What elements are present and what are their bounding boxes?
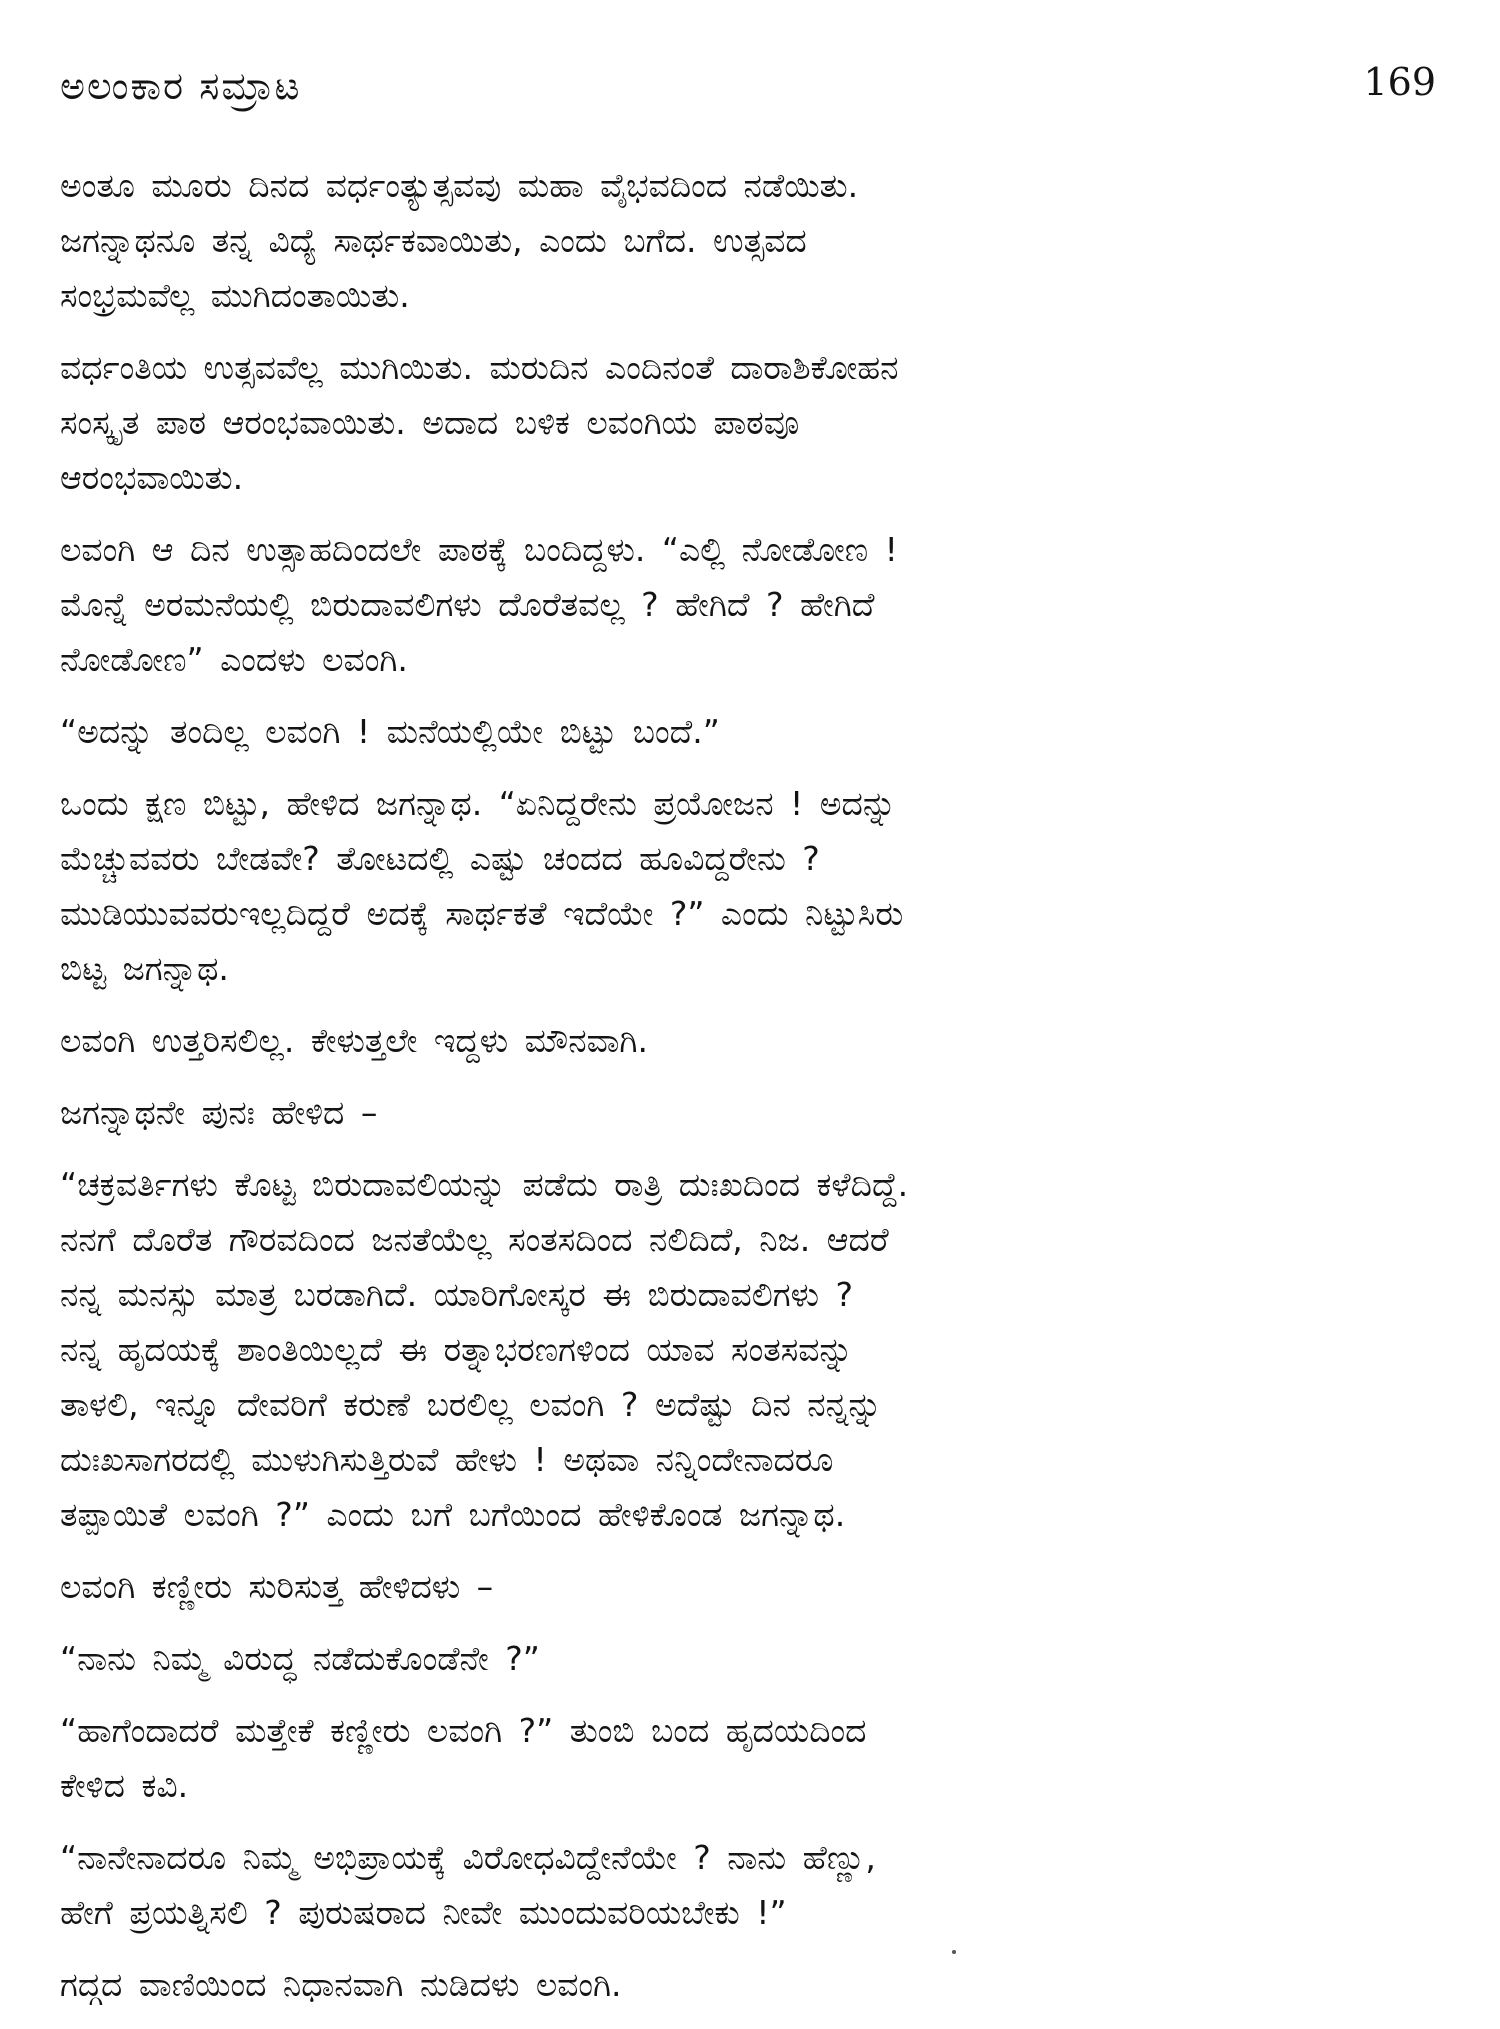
text-line: ತಾಳಲಿ, ಇನ್ನೂ ದೇವರಿಗೆ ಕರುಣೆ ಬರಲಿಲ್ಲ ಲವಂಗಿ ? ಅದೆಷ್ಟು ದಿನ ನನ್ನನ್ನು [60,1385,882,1424]
paragraph [60,1631,1440,1686]
text-line: ಲವಂಗಿ ಕಣ್ಣೀರು ಸುರಿಸುತ್ತ ಹೇಳಿದಳು – [60,1567,494,1606]
text-line: ಗದ್ಗದ ವಾಣಿಯಿಂದ ನಿಧಾನವಾಗಿ ನುಡಿದಳು ಲವಂಗಿ. [60,1965,622,2004]
text-line: ಆರಂಭವಾಯಿತು. [60,458,244,497]
text-line: “ಹಾಗೆಂದಾದರೆ ಮತ್ತೇಕೆ ಕಣ್ಣೀರು ಲವಂಗಿ ?” ತುಂಬಿ ಬಂದ ಹೃದಯದಿಂದ [60,1711,867,1750]
paragraph [60,1957,1440,2012]
body-text [60,158,1440,2029]
paragraph [60,1830,1440,1940]
text-line: ಕೇಳಿದ ಕವಿ. [60,1766,189,1805]
text-line: “ನಾನು ನಿಮ್ಮ ವಿರುದ್ಧ ನಡೆದುಕೊಂಡೆನೇ ?” [60,1639,540,1678]
text-line: ಲವಂಗಿ ಉತ್ತರಿಸಲಿಲ್ಲ. ಕೇಳುತ್ತಲೇ ಇದ್ದಳು ಮೌನವಾಗಿ. [60,1021,648,1060]
text-line: ಸಂಭ್ರಮವೆಲ್ಲ ಮುಗಿದಂತಾಯಿತು. [60,276,410,315]
paragraph [60,1559,1440,1614]
text-line: ಮೆಚ್ಚುವವರು ಬೇಡವೇ? ತೋಟದಲ್ಲಿ ಎಷ್ಟು ಚಂದದ ಹೂವಿದ್ದರೇನು ? [60,839,820,878]
text-line: ಹೇಗೆ ಪ್ರಯತ್ನಿಸಲಿ ? ಪುರುಷರಾದ ನೀವೇ ಮುಂದುವರಿಯಬೇಕು !” [60,1893,787,1932]
text-line: ಸಂಸ್ಕೃತ ಪಾಠ ಆರಂಭವಾಯಿತು. ಅದಾದ ಬಳಿಕ ಲವಂಗಿಯ ಪಾಠವೂ [60,403,800,442]
paragraph [60,340,1440,505]
text-line: ಮೊನ್ನೆ ಅರಮನೆಯಲ್ಲಿ ಬಿರುದಾವಲಿಗಳು ದೊರೆತವಲ್ಲ ? ಹೇಗಿದೆ ? ಹೇಗಿದೆ [60,585,875,624]
text-line: “ನಾನೇನಾದರೂ ನಿಮ್ಮ ಅಭಿಪ್ರಾಯಕ್ಕೆ ವಿರೋಧವಿದ್ದೇನೆಯೇ ? ನಾನು ಹೆಣ್ಣು, [60,1838,876,1877]
text-line: ಅಂತೂ ಮೂರು ದಿನದ ವರ್ಧಂತ್ಯುತ್ಸವವು ಮಹಾ ವೈಭವದಿಂದ ನಡೆಯಿತು. [60,166,859,205]
paragraph [60,776,1440,996]
text-line: ಜಗನ್ನಾಥನೂ ತನ್ನ ವಿದ್ಯೆ ಸಾರ್ಥಕವಾಯಿತು, ಎಂದು ಬಗೆದ. ಉತ್ಸವದ [60,221,807,260]
text-line: ಒಂದು ಕ್ಷಣ ಬಿಟ್ಟು, ಹೇಳಿದ ಜಗನ್ನಾಥ. “ಏನಿದ್ದರೇನು ಪ್ರಯೋಜನ ! ಅದನ್ನು [60,784,897,823]
text-line: ನನ್ನ ಮನಸ್ಸು ಮಾತ್ರ ಬರಡಾಗಿದೆ. ಯಾರಿಗೋಸ್ಕರ ಈ ಬಿರುದಾವಲಿಗಳು ? [60,1275,854,1314]
paragraph [60,1703,1440,1813]
text-line: ದುಃಖಸಾಗರದಲ್ಲಿ ಮುಳುಗಿಸುತ್ತಿರುವೆ ಹೇಳು ! ಅಥವಾ ನನ್ನಿಂದೇನಾದರೂ [60,1440,834,1479]
text-line: ಬಿಟ್ಟ ಜಗನ್ನಾಥ. [60,949,229,988]
print-speck [952,1950,956,1954]
paragraph [60,704,1440,759]
page-number: 169 [1363,60,1436,104]
text-line: “ಚಕ್ರವರ್ತಿಗಳು ಕೊಟ್ಟ ಬಿರುದಾವಲಿಯನ್ನು ಪಡೆದು ರಾತ್ರಿ ದುಃಖದಿಂದ ಕಳೆದಿದ್ದೆ. [60,1165,909,1204]
text-line: ಜಗನ್ನಾಥನೇ ಪುನಃ ಹೇಳಿದ – [60,1093,378,1132]
text-line: ನನ್ನ ಹೃದಯಕ್ಕೆ ಶಾಂತಿಯಿಲ್ಲದೆ ಈ ರತ್ನಾಭರಣಗಳಿಂದ ಯಾವ ಸಂತಸವನ್ನು [60,1330,853,1369]
text-line: ನನಗೆ ದೊರೆತ ಗೌರವದಿಂದ ಜನತೆಯೆಲ್ಲ ಸಂತಸದಿಂದ ನಲಿದಿದೆ, ನಿಜ. ಆದರೆ [60,1220,889,1259]
paragraph [60,158,1440,323]
text-line: ನೋಡೋಣ” ಎಂದಳು ಲವಂಗಿ. [60,640,408,679]
paragraph [60,1085,1440,1140]
text-line: ವರ್ಧಂತಿಯ ಉತ್ಸವವೆಲ್ಲ ಮುಗಿಯಿತು. ಮರುದಿನ ಎಂದಿನಂತೆ ದಾರಾಶಿಕೋಹನ [60,348,899,387]
text-line: ತಪ್ಪಾಯಿತೆ ಲವಂಗಿ ?” ಎಂದು ಬಗೆ ಬಗೆಯಿಂದ ಹೇಳಿಕೊಂಡ ಜಗನ್ನಾಥ. [60,1495,846,1534]
text-line: ಲವಂಗಿ ಆ ದಿನ ಉತ್ಸಾಹದಿಂದಲೇ ಪಾಠಕ್ಕೆ ಬಂದಿದ್ದಳು. “ಎಲ್ಲಿ ನೋಡೋಣ ! [60,530,898,569]
paragraph [60,1013,1440,1068]
running-head: ಅಲಂಕಾರ ಸಮ್ರಾಟ [60,64,302,108]
paragraph [60,522,1440,687]
paragraph [60,1157,1440,1542]
text-line: ಮುಡಿಯುವವರುಇಲ್ಲದಿದ್ದರೆ ಅದಕ್ಕೆ ಸಾರ್ಥಕತೆ ಇದೆಯೇ ?” ಎಂದು ನಿಟ್ಟುಸಿರು [60,894,904,933]
text-line: “ಅದನ್ನು ತಂದಿಲ್ಲ ಲವಂಗಿ ! ಮನೆಯಲ್ಲಿಯೇ ಬಿಟ್ಟು ಬಂದೆ.” [60,712,720,751]
